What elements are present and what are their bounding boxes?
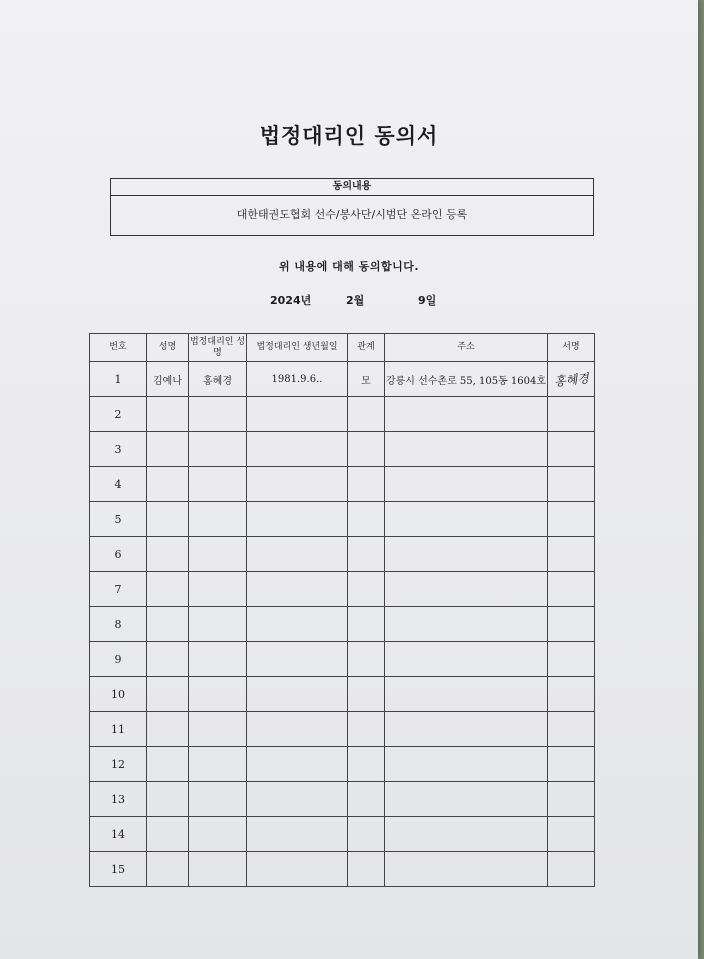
cell-relation: [348, 467, 385, 502]
cell-signature: [548, 712, 595, 747]
cell-guardian-name: [189, 467, 247, 502]
cell-relation: [348, 397, 385, 432]
table-row: [90, 572, 595, 607]
cell-number: 3: [90, 432, 147, 467]
consent-content: 대한태권도협회 선수/봉사단/시범단 온라인 등록: [236, 208, 468, 221]
cell-name: [147, 502, 189, 537]
table-row: [90, 397, 595, 432]
table-row: [90, 362, 595, 397]
cell-number: 10: [90, 677, 147, 712]
cell-signature: [548, 432, 595, 467]
cell-address: [385, 747, 548, 782]
cell-address: [385, 467, 548, 502]
cell-name: [147, 397, 189, 432]
table-row: [90, 607, 595, 642]
cell-signature: [548, 362, 595, 397]
cell-address: [385, 397, 548, 432]
cell-name: [147, 642, 189, 677]
cell-guardian-birth: [247, 502, 348, 537]
cell-guardian-name: [189, 432, 247, 467]
cell-address: [385, 782, 548, 817]
cell-address: [385, 677, 548, 712]
cell-address: [385, 712, 548, 747]
cell-signature: [548, 397, 595, 432]
date-month: 2월: [346, 294, 365, 307]
cell-number: 14: [90, 817, 147, 852]
agreement-text: 위 내용에 대해 동의합니다.: [278, 260, 420, 273]
table-row: [90, 817, 595, 852]
cell-signature: [548, 467, 595, 502]
cell-relation: [348, 782, 385, 817]
cell-guardian-name: [189, 607, 247, 642]
cell-number: 4: [90, 467, 147, 502]
cell-name: [147, 432, 189, 467]
cell-number: 9: [90, 642, 147, 677]
table-row: [90, 432, 595, 467]
cell-guardian-birth: 1981.9.6..: [247, 362, 348, 397]
cell-address: 강릉시 선수촌로 55, 105동 1604호: [385, 362, 548, 397]
cell-address: [385, 537, 548, 572]
cell-number: 6: [90, 537, 147, 572]
page-title: 법정대리인 동의서: [259, 124, 439, 148]
cell-signature: [548, 502, 595, 537]
cell-guardian-birth: [247, 747, 348, 782]
cell-guardian-name: [189, 537, 247, 572]
cell-relation: [348, 537, 385, 572]
cell-number: 1: [90, 362, 147, 397]
cell-guardian-birth: [247, 607, 348, 642]
cell-guardian-name: [189, 642, 247, 677]
cell-relation: 모: [348, 362, 385, 397]
table-row: [90, 712, 595, 747]
table-row: [90, 677, 595, 712]
cell-signature: [548, 817, 595, 852]
cell-guardian-name: [189, 677, 247, 712]
cell-address: [385, 432, 548, 467]
cell-guardian-birth: [247, 712, 348, 747]
cell-guardian-name: [189, 572, 247, 607]
cell-guardian-birth: [247, 537, 348, 572]
cell-guardian-birth: [247, 572, 348, 607]
cell-guardian-name: [189, 712, 247, 747]
cell-address: [385, 572, 548, 607]
cell-signature: [548, 642, 595, 677]
cell-address: [385, 642, 548, 677]
cell-guardian-name: [189, 397, 247, 432]
cell-relation: [348, 642, 385, 677]
cell-name: [147, 677, 189, 712]
cell-guardian-name: [189, 502, 247, 537]
cell-signature: [548, 677, 595, 712]
cell-relation: [348, 432, 385, 467]
cell-signature: [548, 852, 595, 887]
cell-guardian-birth: [247, 817, 348, 852]
cell-guardian-name: [189, 782, 247, 817]
date-year: 2024년: [270, 294, 312, 307]
header-guardian-birth: 법정대리인 생년월일: [247, 334, 348, 362]
cell-relation: [348, 712, 385, 747]
consent-box: [110, 178, 594, 236]
cell-guardian-birth: [247, 642, 348, 677]
cell-name: [147, 747, 189, 782]
guardian-table: [89, 333, 595, 887]
cell-number: 7: [90, 572, 147, 607]
table-header-row: [90, 334, 595, 362]
table-row: [90, 502, 595, 537]
cell-guardian-birth: [247, 432, 348, 467]
cell-guardian-name: [189, 852, 247, 887]
cell-guardian-birth: [247, 782, 348, 817]
header-name: 성명: [147, 334, 189, 362]
cell-guardian-name: [189, 817, 247, 852]
cell-name: [147, 572, 189, 607]
date-day: 9일: [418, 294, 437, 307]
cell-signature: [548, 572, 595, 607]
cell-name: [147, 537, 189, 572]
table-row: [90, 782, 595, 817]
cell-relation: [348, 502, 385, 537]
cell-relation: [348, 607, 385, 642]
cell-relation: [348, 852, 385, 887]
cell-name: [147, 712, 189, 747]
cell-name: [147, 607, 189, 642]
header-signature: 서명: [548, 334, 595, 362]
cell-address: [385, 607, 548, 642]
table-row: [90, 537, 595, 572]
header-number: 번호: [90, 334, 147, 362]
cell-relation: [348, 677, 385, 712]
cell-address: [385, 852, 548, 887]
cell-guardian-birth: [247, 677, 348, 712]
handwritten-signature: 홍혜경: [553, 370, 590, 389]
header-relation: 관계: [348, 334, 385, 362]
cell-signature: [548, 537, 595, 572]
header-address: 주소: [385, 334, 548, 362]
consent-heading: 동의내용: [111, 179, 593, 196]
cell-address: [385, 817, 548, 852]
cell-name: 김예나: [147, 362, 189, 397]
cell-guardian-name: 홍혜경: [189, 362, 247, 397]
table-row: [90, 642, 595, 677]
cell-number: 13: [90, 782, 147, 817]
table-row: [90, 852, 595, 887]
cell-name: [147, 852, 189, 887]
cell-guardian-name: [189, 747, 247, 782]
cell-address: [385, 502, 548, 537]
cell-signature: [548, 607, 595, 642]
table-row: [90, 467, 595, 502]
cell-number: 5: [90, 502, 147, 537]
cell-signature: [548, 747, 595, 782]
cell-name: [147, 782, 189, 817]
cell-number: 12: [90, 747, 147, 782]
cell-name: [147, 817, 189, 852]
cell-number: 2: [90, 397, 147, 432]
cell-signature: [548, 782, 595, 817]
cell-relation: [348, 747, 385, 782]
cell-number: 15: [90, 852, 147, 887]
header-guardian-name: 법정대리인 성명: [189, 334, 247, 362]
table-row: [90, 747, 595, 782]
cell-guardian-birth: [247, 467, 348, 502]
cell-relation: [348, 817, 385, 852]
cell-guardian-birth: [247, 852, 348, 887]
cell-guardian-birth: [247, 397, 348, 432]
cell-number: 8: [90, 607, 147, 642]
cell-relation: [348, 572, 385, 607]
cell-number: 11: [90, 712, 147, 747]
cell-name: [147, 467, 189, 502]
